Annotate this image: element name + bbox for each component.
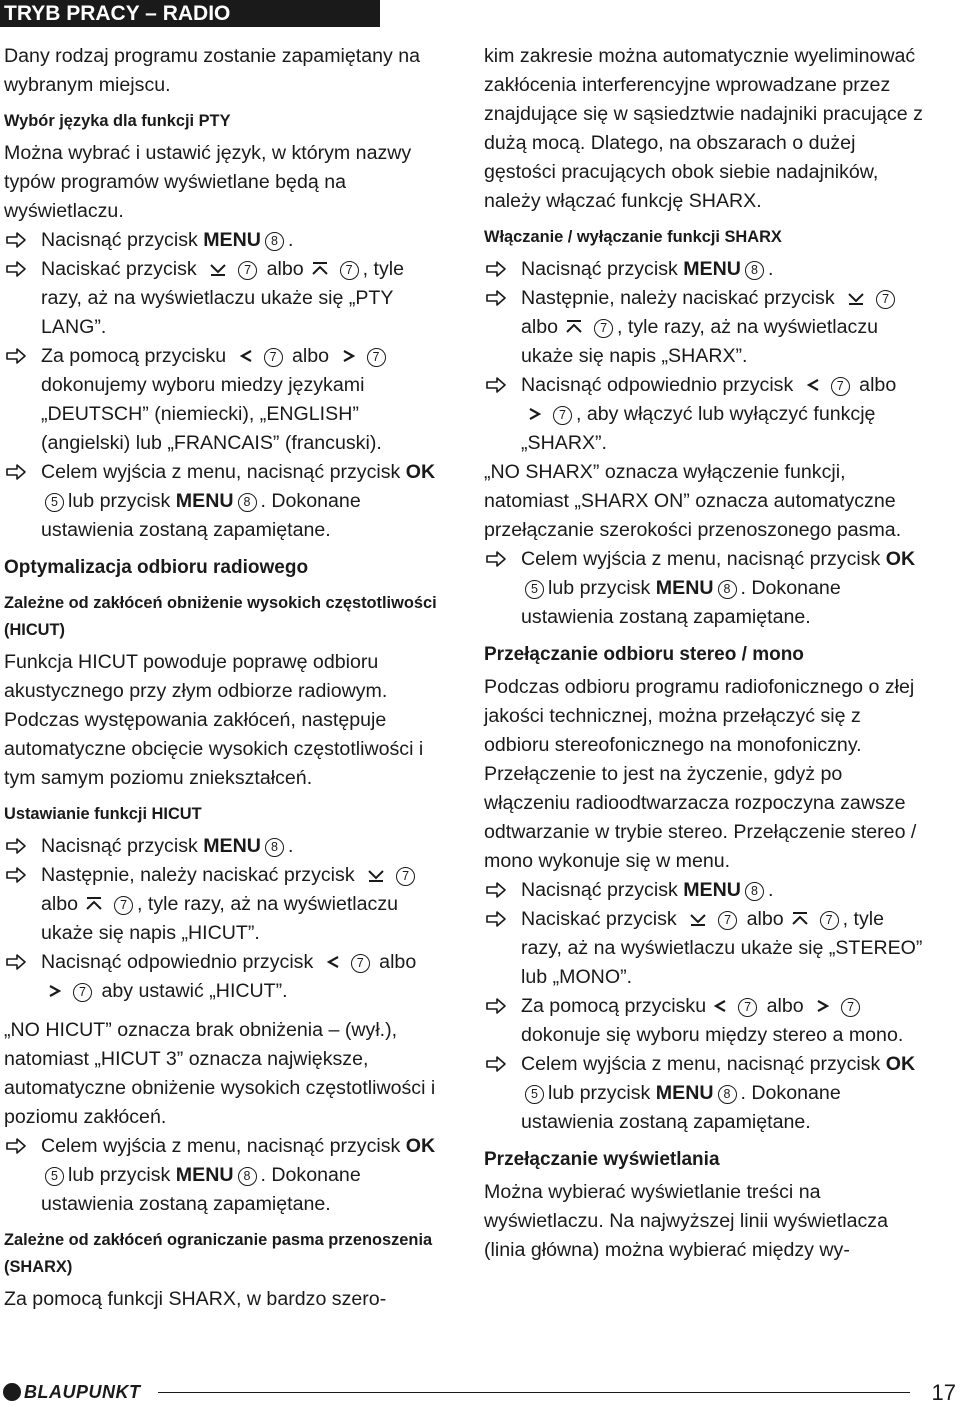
hicut-setting-heading: Ustawianie funkcji HICUT (4, 805, 202, 823)
left-key-icon (238, 348, 254, 364)
menu-key-label: MENU (655, 1082, 714, 1104)
step-text: lub przycisk (68, 1164, 176, 1186)
sharx-body-continued: kim zakresie można automatycznie wyeliminować zakłócenia interferencyjne wprowadzane przez znajdujące się w sąsiedztwie nadajniki pracujące z dużą mocą. Dlatego, na obszarach o dużej gęstości pracujących obok siebie nadajników, należy włączać funkcję SHARX. (484, 45, 923, 212)
intro-paragraph: Dany rodzaj programu zostanie zapamiętany na wybranym miejscu. (4, 45, 421, 96)
page-footer (0, 1378, 960, 1407)
ok-key-label: OK (405, 461, 436, 483)
step-item (484, 1050, 927, 1137)
display-switch-heading: Przełączanie wyświetlania (484, 1149, 720, 1170)
up-key-icon (790, 911, 810, 927)
step-item (4, 342, 447, 458)
sharx-heading: Zależne od zakłóceń ograniczanie pasma przenoszenia (SHARX) (4, 1231, 433, 1276)
right-arrow-outline-icon (485, 376, 507, 394)
circled-number-icon: 7 (738, 998, 757, 1017)
right-arrow-outline-icon (485, 997, 507, 1015)
circled-number-icon: 7 (553, 406, 572, 425)
circled-number-icon: 5 (45, 1167, 64, 1186)
right-arrow-outline-icon (485, 910, 507, 928)
step-item (484, 545, 927, 632)
step-text: , tyle razy, aż na wyświetlaczu ukaże się napis „SHARX”. (521, 316, 879, 367)
step-text: albo (379, 951, 417, 973)
up-key-icon (564, 319, 584, 335)
circled-number-icon: 7 (841, 998, 860, 1017)
step-item (484, 905, 927, 992)
ok-key-label: OK (885, 1053, 916, 1075)
circled-number-icon: 7 (73, 983, 92, 1002)
menu-key-label: MENU (175, 490, 234, 512)
step-text: Nacisnąć odpowiednio przycisk (521, 374, 794, 396)
right-arrow-outline-icon (5, 953, 27, 971)
step-text: Celem wyjścia z menu, nacisnąć przycisk (521, 1053, 886, 1075)
step-text: , tyle razy, aż na wyświetlaczu ukaże się „STEREO” lub „MONO”. (521, 908, 923, 988)
circled-number-icon: 7 (876, 290, 895, 309)
step-text: Celem wyjścia z menu, nacisnąć przycisk (521, 548, 886, 570)
right-arrow-outline-icon (5, 260, 27, 278)
down-key-icon (688, 911, 708, 927)
step-item (484, 992, 927, 1050)
right-arrow-outline-icon (485, 260, 507, 278)
stereo-mono-body: Podczas odbioru programu radiofonicznego o złej jakości technicznej, można przełączyć się z odbioru stereofonicznego na monofoniczny. Przełączenie to jest na życzenie, gdyż po włączeniu radioodtwarzacza rozpoczyna zawsze odtwarzanie w trybie stereo. Przełączenie stereo / mono wykonuje się w menu. (484, 676, 917, 872)
step-text: albo (746, 908, 784, 930)
menu-key-label: MENU (683, 258, 741, 280)
left-column (4, 42, 447, 1314)
right-arrow-outline-icon (5, 837, 27, 855)
step-text: lub przycisk (548, 577, 656, 599)
step-text: . (287, 835, 294, 857)
step-text: . Dokonane ustawienia zostaną zapamiętane. (521, 1082, 841, 1133)
step-text: Nacisnąć przycisk (41, 835, 204, 857)
circled-number-icon: 8 (265, 838, 284, 857)
circled-number-icon: 5 (45, 493, 64, 512)
step-text: Następnie, należy naciskać przycisk (41, 864, 355, 886)
right-arrow-outline-icon (5, 1137, 27, 1155)
circled-number-icon: 7 (264, 348, 283, 367)
left-key-icon (805, 377, 821, 393)
step-text: Następnie, należy naciskać przycisk (521, 287, 835, 309)
right-arrow-outline-icon (485, 881, 507, 899)
down-key-icon (846, 290, 866, 306)
stereo-mono-heading: Przełączanie odbioru stereo / mono (484, 644, 804, 665)
step-text: Nacisnąć przycisk (41, 229, 204, 251)
step-text: aby ustawić „HICUT”. (101, 980, 288, 1002)
step-text: Nacisnąć przycisk (521, 258, 684, 280)
pty-language-body: Można wybrać i ustawić język, w którym nazwy typów programów wyświetlane będą na wyświetlaczu. (4, 142, 412, 222)
right-arrow-outline-icon (5, 347, 27, 365)
step-item (4, 255, 447, 342)
circled-number-icon: 7 (351, 954, 370, 973)
step-text: Naciskać przycisk (521, 908, 677, 930)
step-text: Celem wyjścia z menu, nacisnąć przycisk (41, 1135, 406, 1157)
step-text: lub przycisk (68, 490, 176, 512)
step-text: Za pomocą przycisku (521, 995, 707, 1017)
step-item (484, 371, 927, 458)
right-arrow-outline-icon (5, 866, 27, 884)
right-column (484, 42, 927, 1265)
menu-key-label: MENU (655, 577, 714, 599)
down-key-icon (366, 867, 386, 883)
menu-key-label: MENU (683, 879, 741, 901)
circled-number-icon: 5 (525, 1085, 544, 1104)
step-text: . Dokonane ustawienia zostaną zapamiętane. (41, 490, 361, 541)
right-key-icon (341, 348, 357, 364)
step-item (484, 876, 927, 905)
step-text: Nacisnąć przycisk (521, 879, 684, 901)
step-item (4, 458, 447, 545)
brand-logo (3, 1381, 141, 1403)
step-text: dokonujemy wyboru miedzy językami „DEUTSCH” (niemiecki), „ENGLISH” (angielski) lub „FRANCAIS” (francuski). (41, 374, 382, 454)
left-key-icon (712, 998, 728, 1014)
left-key-icon (325, 954, 341, 970)
circled-number-icon: 7 (820, 911, 839, 930)
hicut-note: „NO HICUT” oznacza brak obniżenia – (wył.), natomiast „HICUT 3” oznacza największe, automatyczne obniżenie wysokich częstotliwości i poziomu zakłóceń. (4, 1019, 436, 1128)
step-text: Naciskać przycisk (41, 258, 197, 280)
right-arrow-outline-icon (5, 231, 27, 249)
sharx-note: „NO SHARX” oznacza wyłączenie funkcji, natomiast „SHARX ON” oznacza automatyczne przełączanie szerokości przenoszonego pasma. (484, 461, 902, 541)
step-text: , tyle razy, aż na wyświetlaczu ukaże się „PTY LANG”. (41, 258, 405, 338)
circled-number-icon: 8 (238, 493, 257, 512)
circled-number-icon: 8 (265, 232, 284, 251)
down-key-icon (208, 261, 228, 277)
circled-number-icon: 7 (396, 867, 415, 886)
step-text: albo (521, 316, 559, 338)
step-text: albo (292, 345, 330, 367)
step-text: albo (266, 258, 304, 280)
step-text: albo (859, 374, 897, 396)
circled-number-icon: 8 (718, 1085, 737, 1104)
right-key-icon (527, 406, 543, 422)
circled-number-icon: 7 (718, 911, 737, 930)
step-text: albo (766, 995, 804, 1017)
step-text: Celem wyjścia z menu, nacisnąć przycisk (41, 461, 406, 483)
step-item (484, 255, 927, 284)
right-arrow-outline-icon (485, 289, 507, 307)
up-key-icon (84, 896, 104, 912)
step-text: lub przycisk (548, 1082, 656, 1104)
page-number: 17 (931, 1380, 956, 1405)
sharx-toggle-heading: Włączanie / wyłączanie funkcji SHARX (484, 228, 782, 246)
circled-number-icon: 7 (367, 348, 386, 367)
step-text: . Dokonane ustawienia zostaną zapamiętane. (521, 577, 841, 628)
step-text: dokonuje się wyboru między stereo a mono. (521, 1024, 904, 1046)
hicut-body: Funkcja HICUT powoduje poprawę odbioru akustycznego przy złym odbiorze radiowym. Podczas występowania zakłóceń, następuje automatyczne obcięcie wysokich częstotliwości i tym samym poziomu zniekształceń. (4, 651, 424, 789)
optimization-heading: Optymalizacja odbioru radiowego (4, 557, 309, 578)
brand-name: BLAUPUNKT (24, 1381, 141, 1402)
hicut-heading: Zależne od zakłóceń obniżenie wysokich częstotliwości (HICUT) (4, 594, 437, 639)
ok-key-label: OK (405, 1135, 436, 1157)
menu-key-label: MENU (203, 229, 261, 251)
step-text: albo (41, 893, 79, 915)
circled-number-icon: 7 (340, 261, 359, 280)
step-text: Nacisnąć odpowiednio przycisk (41, 951, 314, 973)
circled-number-icon: 8 (718, 580, 737, 599)
step-text: , tyle razy, aż na wyświetlaczu ukaże się napis „HICUT”. (41, 893, 399, 944)
right-key-icon (47, 983, 63, 999)
right-arrow-outline-icon (485, 550, 507, 568)
step-item (4, 226, 447, 255)
step-item (4, 948, 447, 1006)
step-item (4, 1132, 447, 1219)
logo-circle-icon (3, 1383, 21, 1401)
circled-number-icon: 8 (745, 261, 764, 280)
circled-number-icon: 7 (594, 319, 613, 338)
circled-number-icon: 7 (831, 377, 850, 396)
right-arrow-outline-icon (5, 463, 27, 481)
footer-divider (158, 1392, 910, 1393)
right-arrow-outline-icon (485, 1055, 507, 1073)
step-text: . (767, 258, 774, 280)
step-text: Za pomocą przycisku (41, 345, 227, 367)
step-text: . (287, 229, 294, 251)
circled-number-icon: 7 (238, 261, 257, 280)
sharx-body: Za pomocą funkcji SHARX, w bardzo szero- (4, 1288, 387, 1310)
step-item (484, 284, 927, 371)
display-switch-body: Można wybierać wyświetlanie treści na wyświetlaczu. Na najwyższej linii wyświetlacza (linia główna) można wybierać między wy- (484, 1181, 888, 1261)
up-key-icon (310, 261, 330, 277)
ok-key-label: OK (885, 548, 916, 570)
circled-number-icon: 5 (525, 580, 544, 599)
step-text: . Dokonane ustawienia zostaną zapamiętane. (41, 1164, 361, 1215)
step-item (4, 861, 447, 948)
circled-number-icon: 8 (745, 882, 764, 901)
circled-number-icon: 7 (114, 896, 133, 915)
page-title: TRYB PRACY – RADIO (0, 0, 380, 27)
pty-language-heading: Wybór języka dla funkcji PTY (4, 112, 231, 130)
step-text: . (767, 879, 774, 901)
step-item (4, 832, 447, 861)
right-key-icon (815, 998, 831, 1014)
menu-key-label: MENU (203, 835, 261, 857)
circled-number-icon: 8 (238, 1167, 257, 1186)
menu-key-label: MENU (175, 1164, 234, 1186)
step-text: , aby włączyć lub wyłączyć funkcję „SHARX”. (521, 403, 876, 454)
